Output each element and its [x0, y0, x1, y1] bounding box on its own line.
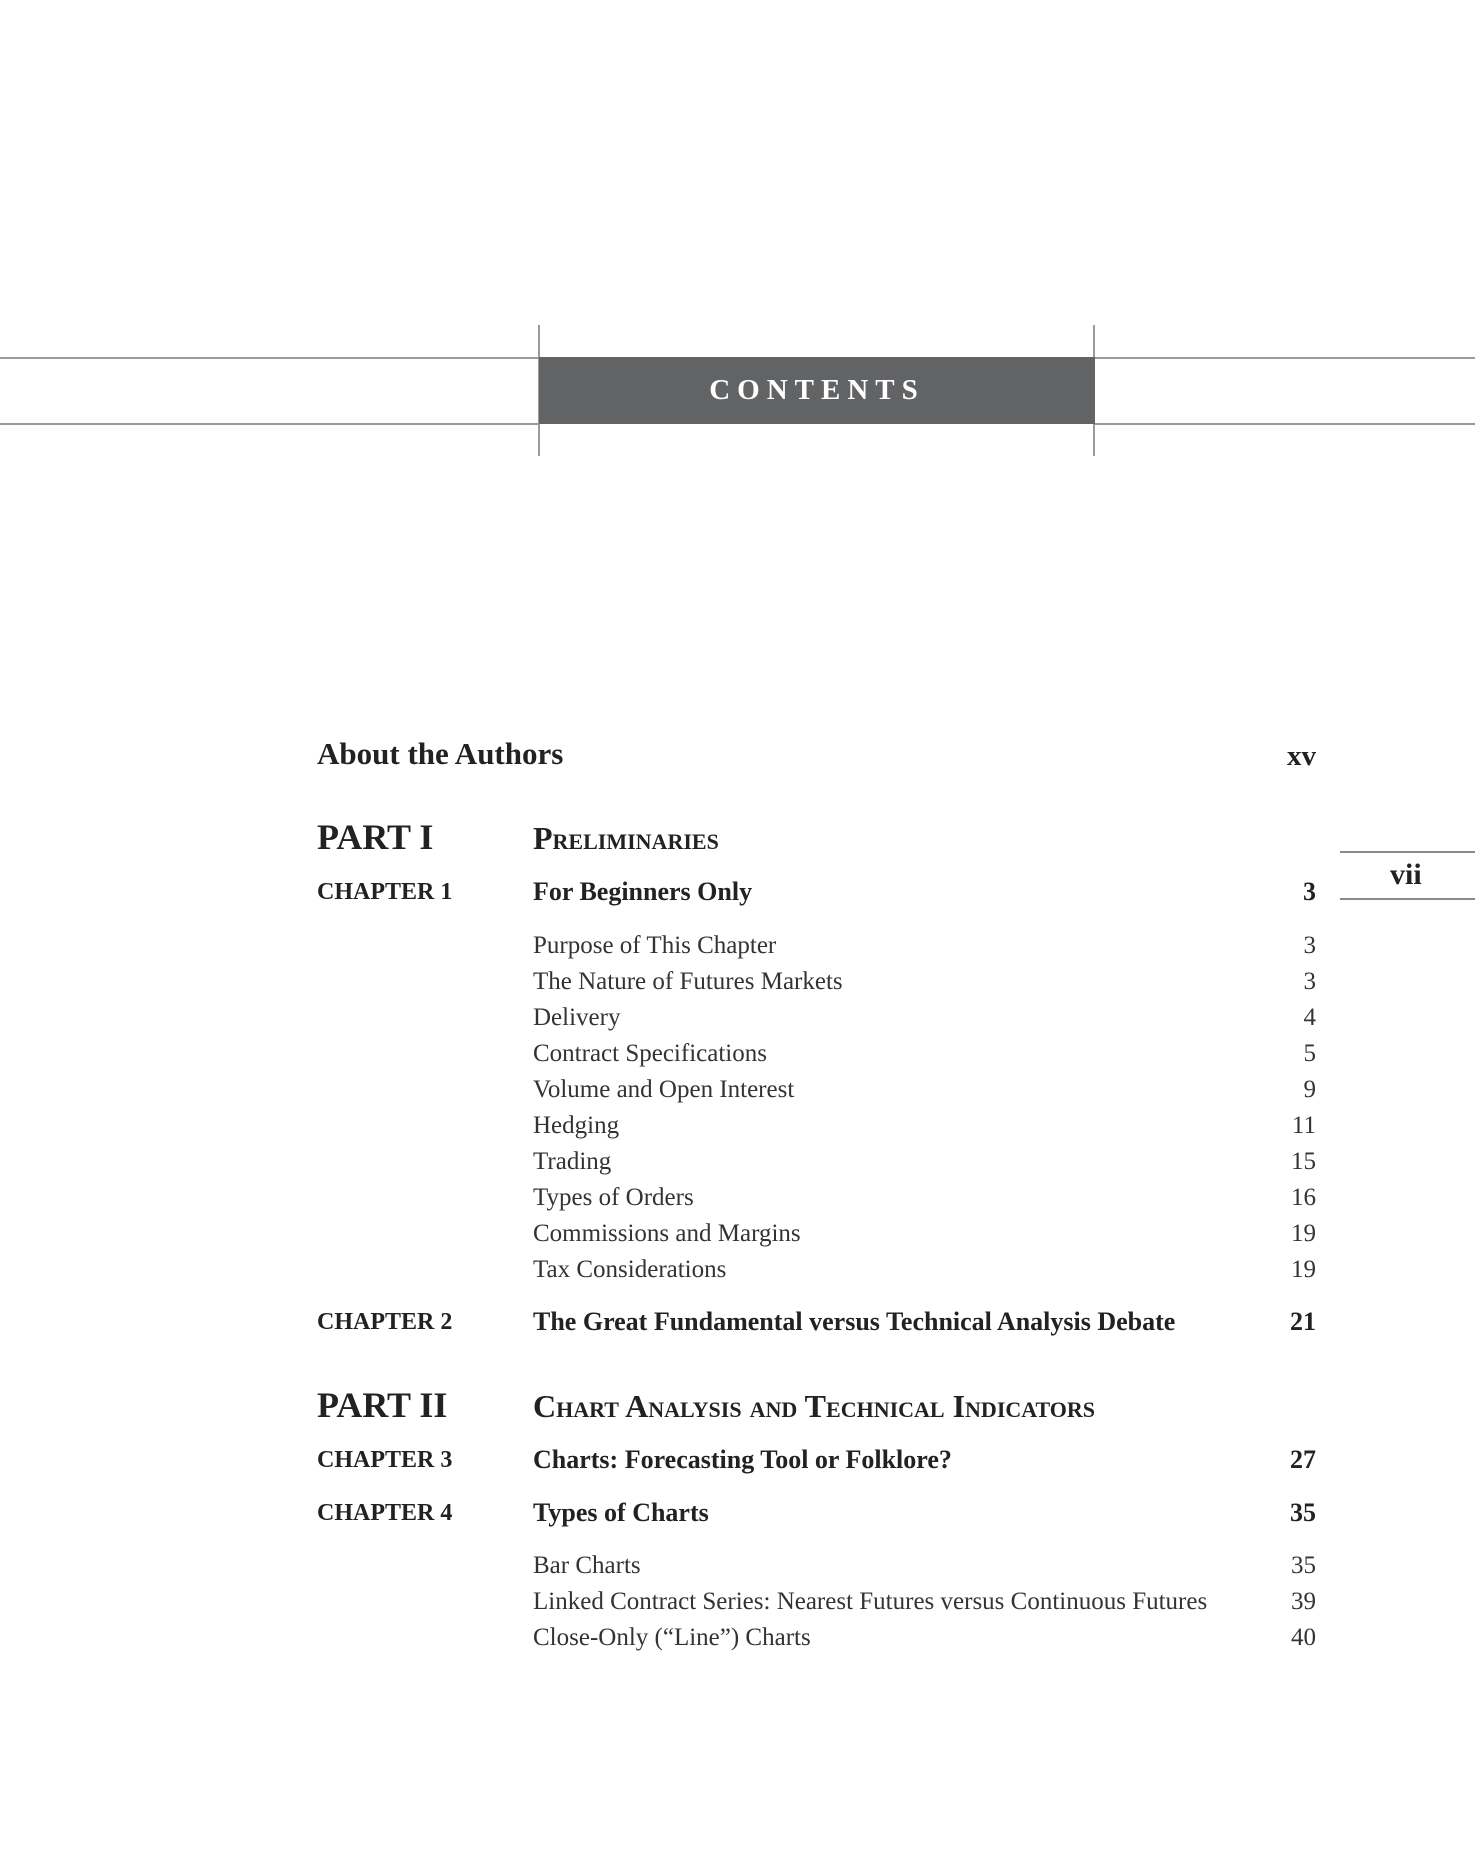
- section-title: Delivery: [533, 1004, 621, 1031]
- section-page: 5: [1303, 1040, 1316, 1067]
- section-title: Bar Charts: [533, 1552, 641, 1579]
- contents-banner: [539, 357, 1095, 424]
- header-rule-top-left: [0, 357, 539, 359]
- chapter-page: 27: [1290, 1445, 1316, 1474]
- contents-title: CONTENTS: [709, 374, 925, 406]
- chapter-label: CHAPTER 2: [317, 1309, 453, 1335]
- section-page: 39: [1291, 1588, 1316, 1615]
- toc-about-page: xv: [1287, 740, 1316, 772]
- section-page: 3: [1303, 968, 1316, 995]
- chapter-title: The Great Fundamental versus Technical Analysis Debate: [533, 1307, 1176, 1336]
- section-title: The Nature of Futures Markets: [533, 968, 843, 995]
- header-rule-bottom-left: [0, 423, 539, 425]
- section-title: Commissions and Margins: [533, 1220, 801, 1247]
- section-title: Hedging: [533, 1112, 620, 1139]
- header-rule-bottom-right: [1095, 423, 1475, 425]
- page-number-rule-bottom: [1340, 898, 1475, 900]
- section-title: Purpose of This Chapter: [533, 932, 777, 959]
- chapter-label: CHAPTER 1: [317, 879, 453, 905]
- section-page: 19: [1291, 1220, 1316, 1247]
- chapter-label: CHAPTER 4: [317, 1500, 453, 1526]
- chapter-label: CHAPTER 3: [317, 1447, 453, 1473]
- section-page: 40: [1291, 1624, 1316, 1651]
- section-page: 11: [1291, 1112, 1316, 1139]
- section-page: 4: [1303, 1004, 1316, 1031]
- section-page: 16: [1291, 1184, 1316, 1211]
- section-page: 19: [1291, 1256, 1316, 1283]
- chapter-page: 35: [1290, 1498, 1316, 1527]
- section-title: Linked Contract Series: Nearest Futures versus Continuous Futures: [533, 1588, 1208, 1615]
- section-page: 15: [1291, 1148, 1316, 1175]
- chapter-page: 21: [1290, 1307, 1316, 1336]
- section-title: Tax Considerations: [533, 1256, 727, 1283]
- section-page: 3: [1303, 932, 1316, 959]
- section-page: 9: [1303, 1076, 1316, 1103]
- chapter-title: Types of Charts: [533, 1498, 709, 1527]
- toc-about-title: About the Authors: [317, 736, 564, 771]
- section-title: Types of Orders: [533, 1184, 694, 1211]
- section-title: Contract Specifications: [533, 1040, 767, 1067]
- section-title: Close-Only (“Line”) Charts: [533, 1624, 811, 1651]
- page-number-rule-top: [1340, 851, 1475, 853]
- header-rule-top-right: [1095, 357, 1475, 359]
- chapter-title: For Beginners Only: [533, 877, 753, 906]
- part-title: Chart Analysis and Technical Indicators: [533, 1388, 1096, 1424]
- page-number: vii: [1390, 858, 1422, 891]
- chapter-page: 3: [1303, 877, 1316, 906]
- section-title: Volume and Open Interest: [533, 1076, 795, 1103]
- section-title: Trading: [533, 1148, 612, 1175]
- chapter-title: Charts: Forecasting Tool or Folklore?: [533, 1445, 952, 1474]
- part-title: Preliminaries: [533, 820, 719, 856]
- part-label: PART I: [317, 817, 434, 857]
- part-label: PART II: [317, 1385, 448, 1425]
- section-page: 35: [1291, 1552, 1316, 1579]
